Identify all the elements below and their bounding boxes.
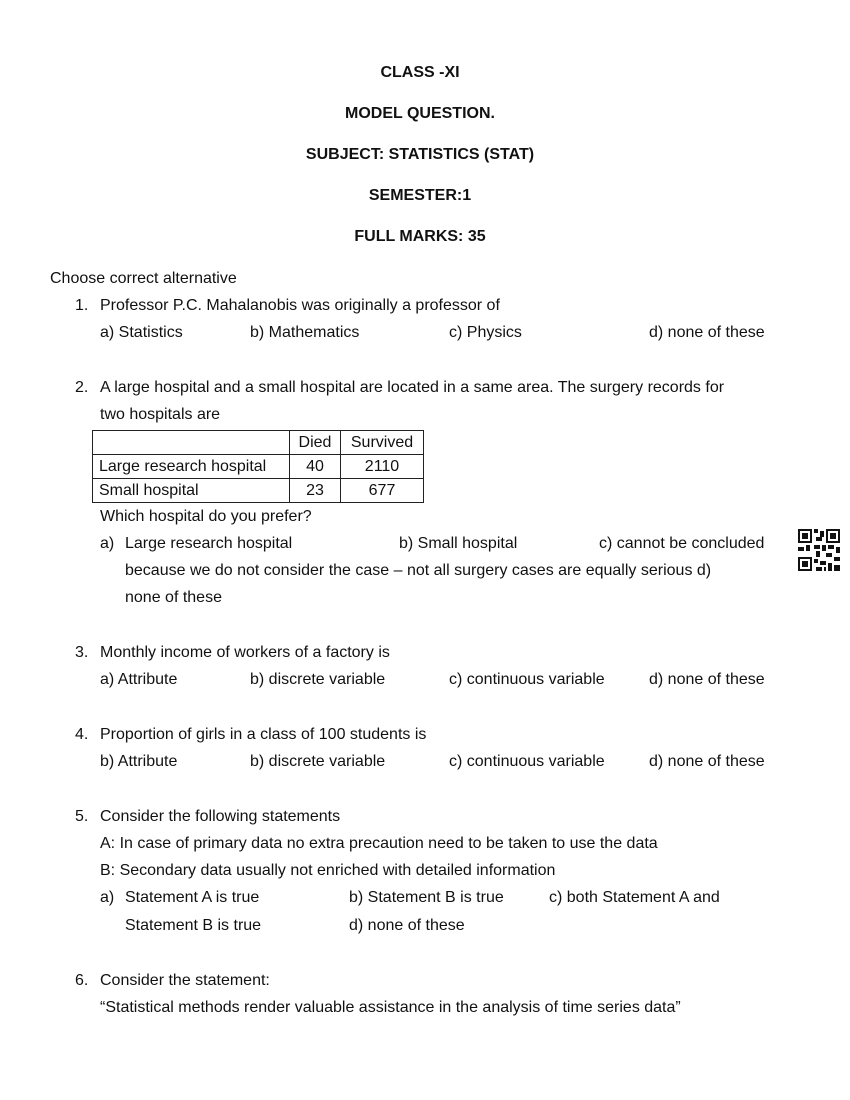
table-header-cell: [93, 431, 290, 455]
table-header-cell: Survived: [341, 431, 424, 455]
q4-option-b: b) discrete variable: [250, 753, 386, 770]
q6-quote: “Statistical methods render valuable assistance in the analysis of time series data”: [100, 999, 681, 1016]
q2-option-b: b) Small hospital: [399, 535, 518, 552]
table-row: [93, 479, 424, 503]
table-cell: 2110: [341, 455, 424, 479]
q4-number: 4.: [75, 726, 89, 743]
table-row: [93, 455, 424, 479]
table-header-cell: Died: [290, 431, 341, 455]
q4-option-d: d) none of these: [649, 753, 765, 770]
model-question-heading: MODEL QUESTION.: [345, 105, 495, 122]
q3-option-b: b) discrete variable: [250, 671, 386, 688]
q5-option-d: d) none of these: [349, 917, 465, 934]
q4-option-c: c) continuous variable: [449, 753, 605, 770]
q3-text: Monthly income of workers of a factory is: [100, 644, 390, 661]
qr-code-icon: [798, 529, 840, 571]
q3-option-a: a) Attribute: [100, 671, 178, 688]
surgery-records-table: [92, 430, 424, 503]
q2-option-a: Large research hospital: [125, 535, 293, 552]
table-cell: 677: [341, 479, 424, 503]
q1-number: 1.: [75, 297, 89, 314]
q3-number: 3.: [75, 644, 89, 661]
q1-text: Professor P.C. Mahalanobis was originally a professor of: [100, 297, 500, 314]
q2-number: 2.: [75, 379, 89, 396]
q2-option-continuation: because we do not consider the case – not all surgery cases are equally serious d): [125, 562, 712, 579]
q6-text: Consider the statement:: [100, 972, 270, 989]
subject-heading: SUBJECT: STATISTICS (STAT): [305, 146, 535, 163]
q5-number: 5.: [75, 808, 89, 825]
instruction-text: Choose correct alternative: [50, 270, 237, 287]
q4-text: Proportion of girls in a class of 100 students is: [100, 726, 427, 743]
q2-text-line2: two hospitals are: [100, 406, 221, 423]
q5-text: Consider the following statements: [100, 808, 341, 825]
q5-option-a-label: a): [100, 889, 115, 906]
q2-option-d: none of these: [125, 589, 222, 606]
q2-text-line1: A large hospital and a small hospital are located in a same area. The surgery records for: [100, 379, 725, 396]
q2-option-c: c) cannot be concluded: [599, 535, 765, 552]
q5-option-a: Statement A is true: [125, 889, 260, 906]
q1-option-c: c) Physics: [449, 324, 522, 341]
q3-option-c: c) continuous variable: [449, 671, 605, 688]
q5-statement-a: A: In case of primary data no extra precaution need to be taken to use the data: [100, 835, 658, 852]
table-cell: 23: [290, 479, 341, 503]
q1-option-d: d) none of these: [649, 324, 765, 341]
semester-heading: SEMESTER:1: [368, 187, 472, 204]
q3-option-d: d) none of these: [649, 671, 765, 688]
q6-number: 6.: [75, 972, 89, 989]
full-marks-heading: FULL MARKS: 35: [354, 228, 486, 245]
q4-option-a: b) Attribute: [100, 753, 178, 770]
q2-question: Which hospital do you prefer?: [100, 508, 312, 525]
table-cell: Small hospital: [93, 479, 290, 503]
q1-option-b: b) Mathematics: [250, 324, 360, 341]
table-cell: 40: [290, 455, 341, 479]
table-cell: Large research hospital: [93, 455, 290, 479]
q5-option-c-continuation: Statement B is true: [125, 917, 262, 934]
table-header-row: [93, 431, 424, 455]
q2-option-a-label: a): [100, 535, 115, 552]
class-heading: CLASS -XI: [380, 64, 460, 81]
q5-option-c: c) both Statement A and: [549, 889, 720, 906]
q5-statement-b: B: Secondary data usually not enriched with detailed information: [100, 862, 556, 879]
q5-option-b: b) Statement B is true: [349, 889, 504, 906]
q1-option-a: a) Statistics: [100, 324, 183, 341]
